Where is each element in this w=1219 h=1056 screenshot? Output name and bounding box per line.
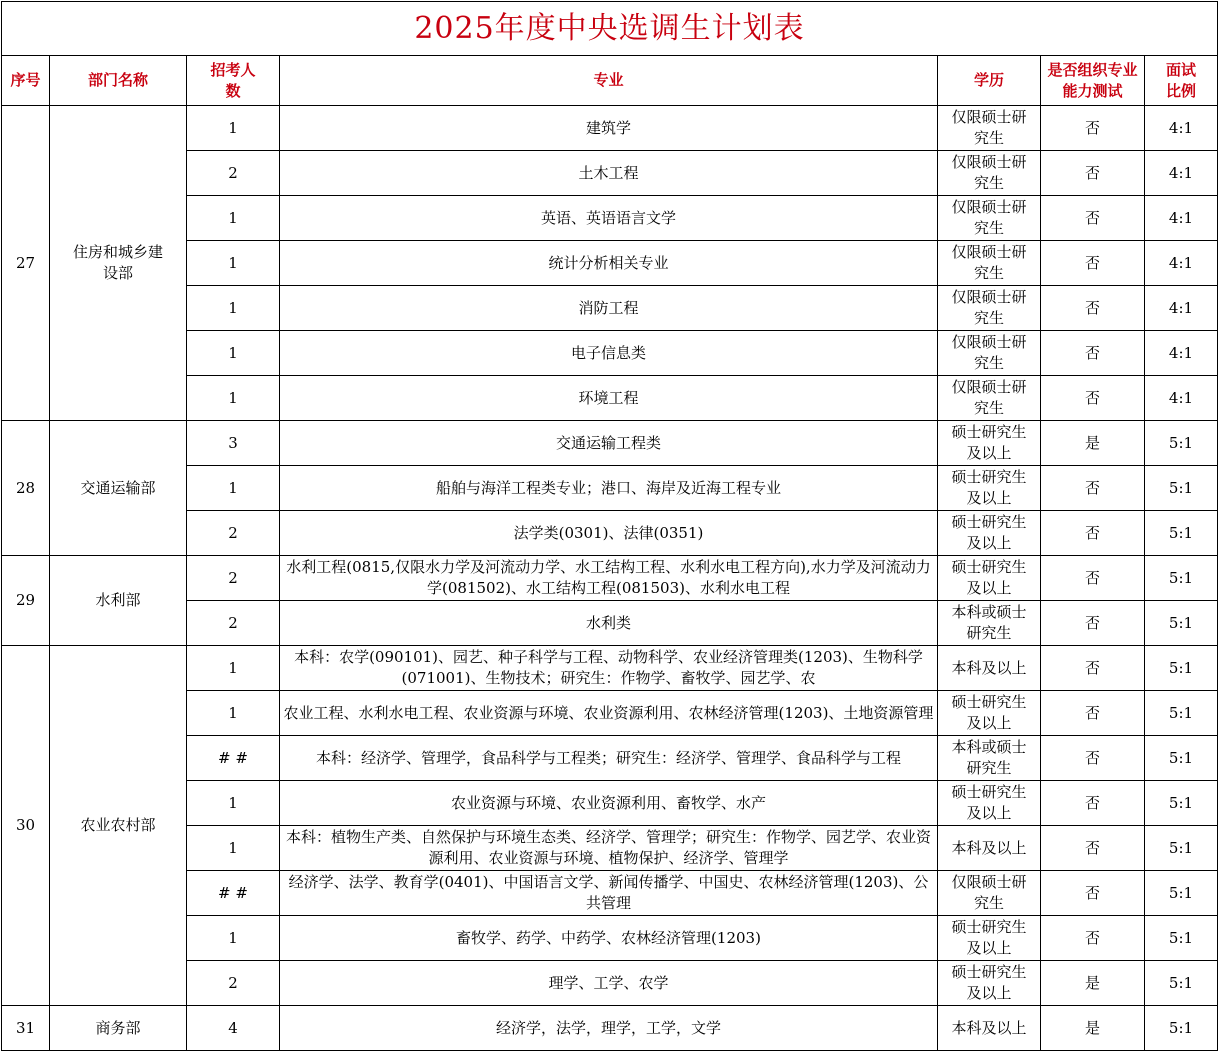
row-ratio: 4:1 — [1145, 241, 1218, 286]
row-dept: 住房和城乡建设部 — [50, 106, 187, 421]
row-edu: 硕士研究生及以上 — [938, 691, 1041, 736]
row-major: 农业资源与环境、农业资源利用、畜牧学、水产 — [280, 781, 938, 826]
page-title: 2025年度中央选调生计划表 — [2, 2, 1218, 56]
row-seq: 28 — [2, 421, 50, 556]
row-test: 否 — [1041, 196, 1145, 241]
row-test: 否 — [1041, 601, 1145, 646]
row-test: 否 — [1041, 916, 1145, 961]
row-edu: 仅限硕士研究生 — [938, 106, 1041, 151]
row-count: 1 — [187, 106, 280, 151]
row-count: 4 — [187, 1006, 280, 1051]
row-ratio: 5:1 — [1145, 736, 1218, 781]
row-ratio: 4:1 — [1145, 286, 1218, 331]
row-major: 环境工程 — [280, 376, 938, 421]
row-test: 否 — [1041, 556, 1145, 601]
row-edu: 硕士研究生及以上 — [938, 466, 1041, 511]
row-dept: 农业农村部 — [50, 646, 187, 1006]
row-dept: 商务部 — [50, 1006, 187, 1051]
header-edu: 学历 — [938, 56, 1041, 106]
row-test: 否 — [1041, 241, 1145, 286]
row-ratio: 5:1 — [1145, 871, 1218, 916]
row-major: 水利工程(0815,仅限水力学及河流动力学、水工结构工程、水利水电工程方向),水力学及河流动力学(081502)、水工结构工程(081503)、水利水电工程 — [280, 556, 938, 601]
table-row — [2, 1006, 1218, 1051]
row-major: 经济学、法学、教育学(0401)、中国语言文学、新闻传播学、中国史、农林经济管理(1203)、公共管理 — [280, 871, 938, 916]
row-major: 消防工程 — [280, 286, 938, 331]
row-ratio: 4:1 — [1145, 331, 1218, 376]
row-edu: 仅限硕士研究生 — [938, 376, 1041, 421]
row-major: 交通运输工程类 — [280, 421, 938, 466]
row-test: 否 — [1041, 691, 1145, 736]
row-test: 否 — [1041, 736, 1145, 781]
row-major: 农业工程、水利水电工程、农业资源与环境、农业资源利用、农林经济管理(1203)、土地资源管理 — [280, 691, 938, 736]
table-row — [2, 646, 1218, 691]
row-dept: 交通运输部 — [50, 421, 187, 556]
row-count: 2 — [187, 601, 280, 646]
row-count: # # — [187, 871, 280, 916]
row-test: 是 — [1041, 961, 1145, 1006]
row-ratio: 5:1 — [1145, 1006, 1218, 1051]
row-test: 否 — [1041, 286, 1145, 331]
row-ratio: 4:1 — [1145, 106, 1218, 151]
row-edu: 仅限硕士研究生 — [938, 331, 1041, 376]
row-ratio: 5:1 — [1145, 961, 1218, 1006]
row-count: 1 — [187, 376, 280, 421]
row-count: 1 — [187, 331, 280, 376]
header-major: 专业 — [280, 56, 938, 106]
row-count: # # — [187, 736, 280, 781]
row-count: 1 — [187, 691, 280, 736]
row-ratio: 5:1 — [1145, 826, 1218, 871]
row-test: 否 — [1041, 781, 1145, 826]
table-row — [2, 106, 1218, 151]
row-ratio: 4:1 — [1145, 151, 1218, 196]
table-row — [2, 556, 1218, 601]
table-row — [2, 421, 1218, 466]
row-ratio: 5:1 — [1145, 421, 1218, 466]
row-count: 1 — [187, 196, 280, 241]
row-seq: 31 — [2, 1006, 50, 1051]
row-major: 经济学，法学，理学，工学，文学 — [280, 1006, 938, 1051]
header-dept: 部门名称 — [50, 56, 187, 106]
header-seq: 序号 — [2, 56, 50, 106]
row-edu: 本科及以上 — [938, 1006, 1041, 1051]
row-seq: 30 — [2, 646, 50, 1006]
header-ratio: 面试比例 — [1145, 56, 1218, 106]
header-row — [2, 56, 1218, 106]
row-ratio: 5:1 — [1145, 781, 1218, 826]
row-edu: 本科及以上 — [938, 646, 1041, 691]
row-major: 水利类 — [280, 601, 938, 646]
row-ratio: 5:1 — [1145, 646, 1218, 691]
row-ratio: 5:1 — [1145, 511, 1218, 556]
row-test: 是 — [1041, 421, 1145, 466]
row-major: 畜牧学、药学、中药学、农林经济管理(1203) — [280, 916, 938, 961]
row-count: 1 — [187, 781, 280, 826]
row-count: 3 — [187, 421, 280, 466]
row-major: 土木工程 — [280, 151, 938, 196]
row-test: 否 — [1041, 151, 1145, 196]
row-edu: 本科或硕士研究生 — [938, 736, 1041, 781]
row-test: 否 — [1041, 106, 1145, 151]
row-edu: 硕士研究生及以上 — [938, 961, 1041, 1006]
row-edu: 仅限硕士研究生 — [938, 151, 1041, 196]
row-major: 建筑学 — [280, 106, 938, 151]
row-ratio: 5:1 — [1145, 601, 1218, 646]
row-test: 否 — [1041, 511, 1145, 556]
row-edu: 本科或硕士研究生 — [938, 601, 1041, 646]
row-count: 1 — [187, 241, 280, 286]
row-test: 否 — [1041, 871, 1145, 916]
row-test: 否 — [1041, 826, 1145, 871]
row-test: 否 — [1041, 466, 1145, 511]
row-major: 本科：植物生产类、自然保护与环境生态类、经济学、管理学；研究生：作物学、园艺学、农业资源利用、农业资源与环境、植物保护、经济学、管理学 — [280, 826, 938, 871]
row-ratio: 4:1 — [1145, 196, 1218, 241]
row-test: 是 — [1041, 1006, 1145, 1051]
plan-table — [1, 1, 1218, 1051]
row-major: 统计分析相关专业 — [280, 241, 938, 286]
row-ratio: 5:1 — [1145, 916, 1218, 961]
row-edu: 仅限硕士研究生 — [938, 241, 1041, 286]
row-edu: 硕士研究生及以上 — [938, 556, 1041, 601]
row-test: 否 — [1041, 376, 1145, 421]
row-ratio: 5:1 — [1145, 556, 1218, 601]
row-major: 电子信息类 — [280, 331, 938, 376]
row-edu: 硕士研究生及以上 — [938, 916, 1041, 961]
row-edu: 仅限硕士研究生 — [938, 196, 1041, 241]
row-count: 2 — [187, 556, 280, 601]
row-count: 1 — [187, 916, 280, 961]
row-edu: 硕士研究生及以上 — [938, 511, 1041, 556]
row-ratio: 5:1 — [1145, 466, 1218, 511]
row-edu: 本科及以上 — [938, 826, 1041, 871]
row-edu: 仅限硕士研究生 — [938, 286, 1041, 331]
row-test: 否 — [1041, 331, 1145, 376]
row-major: 英语、英语语言文学 — [280, 196, 938, 241]
row-count: 1 — [187, 286, 280, 331]
row-count: 2 — [187, 511, 280, 556]
row-major: 理学、工学、农学 — [280, 961, 938, 1006]
row-count: 1 — [187, 646, 280, 691]
row-edu: 硕士研究生及以上 — [938, 781, 1041, 826]
row-test: 否 — [1041, 646, 1145, 691]
row-major: 法学类(0301)、法律(0351) — [280, 511, 938, 556]
row-seq: 27 — [2, 106, 50, 421]
row-ratio: 4:1 — [1145, 376, 1218, 421]
row-count: 2 — [187, 961, 280, 1006]
row-seq: 29 — [2, 556, 50, 646]
header-count: 招考人数 — [187, 56, 280, 106]
row-edu: 仅限硕士研究生 — [938, 871, 1041, 916]
row-count: 2 — [187, 151, 280, 196]
row-count: 1 — [187, 826, 280, 871]
row-ratio: 5:1 — [1145, 691, 1218, 736]
row-dept: 水利部 — [50, 556, 187, 646]
row-count: 1 — [187, 466, 280, 511]
row-major: 船舶与海洋工程类专业；港口、海岸及近海工程专业 — [280, 466, 938, 511]
row-major: 本科：农学(090101)、园艺、种子科学与工程、动物科学、农业经济管理类(1203)、生物科学(071001)、生物技术；研究生：作物学、畜牧学、园艺学、农 — [280, 646, 938, 691]
header-test: 是否组织专业能力测试 — [1041, 56, 1145, 106]
row-major: 本科：经济学、管理学，食品科学与工程类；研究生：经济学、管理学、食品科学与工程 — [280, 736, 938, 781]
row-edu: 硕士研究生及以上 — [938, 421, 1041, 466]
